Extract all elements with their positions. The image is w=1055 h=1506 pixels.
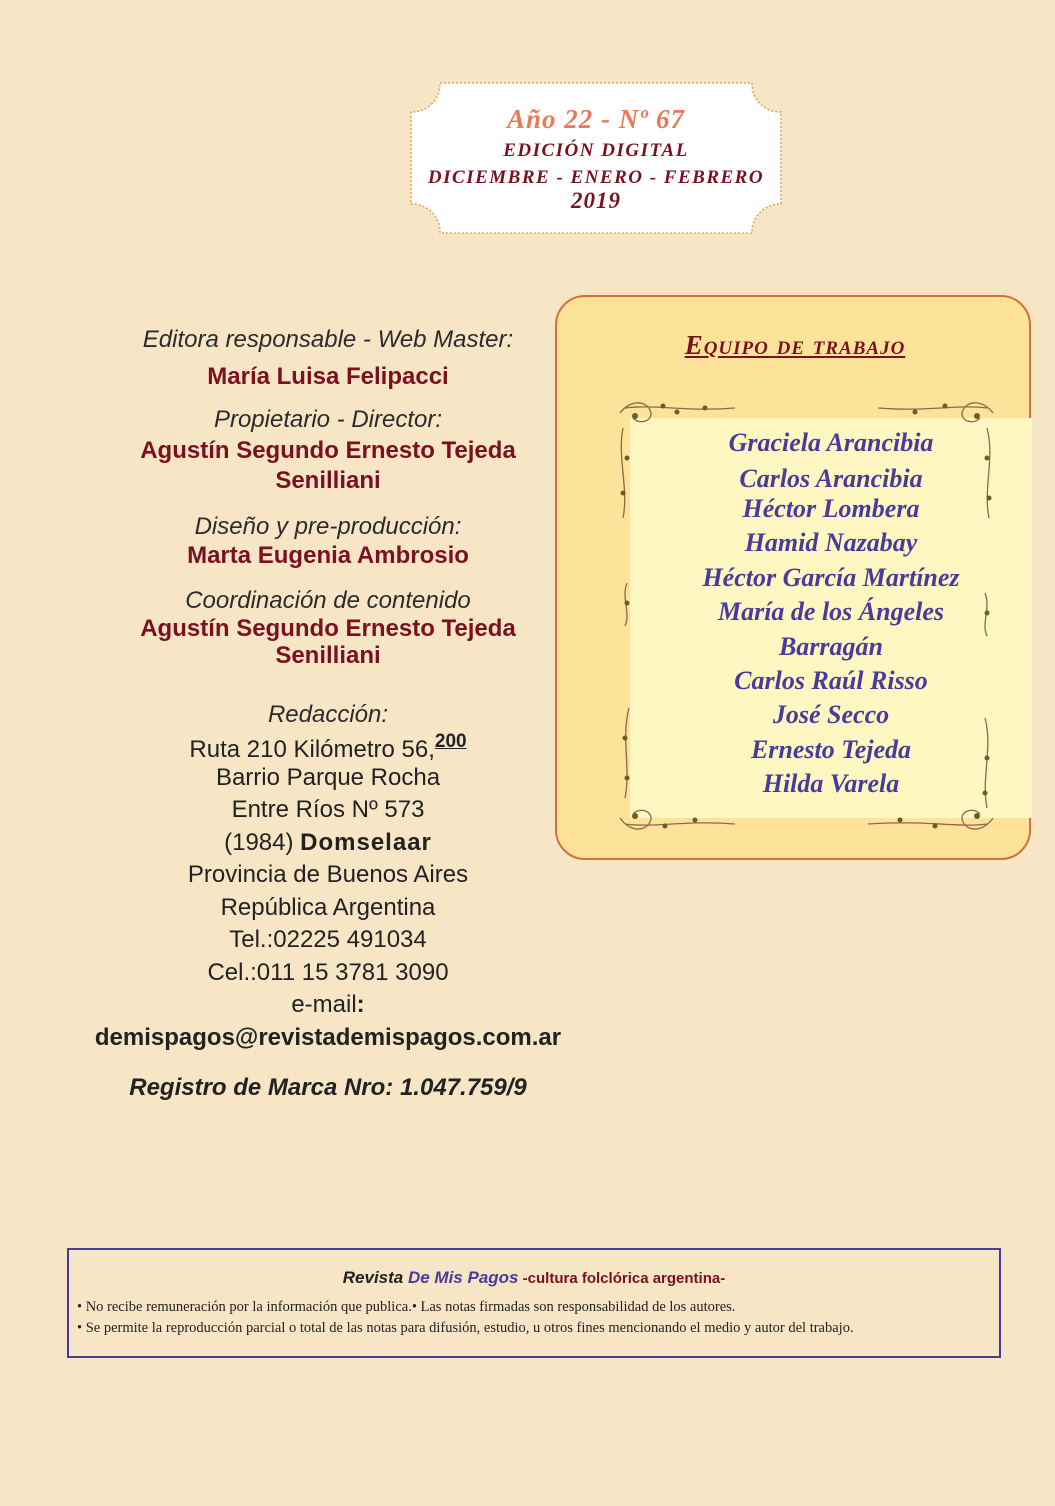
cell-number: Cel.:011 15 3781 3090	[207, 959, 449, 986]
team-member: Héctor Lombera	[742, 494, 920, 523]
trademark-registration: Registro de Marca Nro: 1.047.759/9	[129, 1074, 527, 1101]
owner-name-2: Senilliani	[275, 467, 381, 494]
address-line-2: Barrio Parque Rocha	[215, 764, 441, 791]
footer-title	[69, 1268, 999, 1288]
coord-name-1: Agustín Segundo Ernesto Tejeda	[140, 615, 516, 642]
team-member: Carlos Raúl Risso	[734, 666, 928, 695]
footer-tagline: -cultura folclórica argentina-	[518, 1270, 726, 1287]
city-name: Domselaar	[300, 829, 432, 856]
design-role: Diseño y pre-producción:	[194, 513, 462, 540]
address-line-1	[60, 731, 596, 764]
team-member: Hamid Nazabay	[744, 528, 918, 557]
editor-name: María Luisa Felipacci	[207, 363, 449, 390]
email-link[interactable]: demispagos@revistademispagos.com.ar	[94, 1024, 562, 1051]
address-line-3: Entre Ríos Nº 573	[231, 796, 425, 823]
disclaimer-line-1: • No recibe remuneración por la información que publica.• Las notas firmadas son responsabilidad de los autores.	[77, 1299, 736, 1315]
address-street: Ruta 210 Kilómetro 56,	[189, 736, 435, 763]
footer-brand: De Mis Pagos	[407, 1268, 519, 1287]
team-member: Barragán	[778, 632, 884, 661]
team-member: Carlos Arancibia	[739, 464, 923, 493]
edition-months: DICIEMBRE - ENERO - FEBRERO	[427, 167, 765, 188]
address-line-5: Provincia de Buenos Aires	[187, 861, 469, 888]
team-member: Graciela Arancibia	[728, 428, 934, 457]
team-member: José Secco	[772, 700, 890, 729]
team-member: Héctor García Martínez	[702, 563, 960, 592]
owner-role: Propietario - Director:	[213, 406, 443, 433]
team-member: María de los Ángeles	[717, 597, 945, 626]
team-member: Ernesto Tejeda	[750, 735, 912, 764]
email-label-colon: :	[356, 991, 365, 1018]
edition-year: 2019	[571, 188, 621, 213]
redaction-role: Redacción:	[267, 701, 389, 728]
team-member: Hilda Varela	[762, 769, 900, 798]
edition-type: EDICIÓN DIGITAL	[503, 140, 689, 161]
email-label-text: e-mail	[291, 991, 357, 1018]
footer-prefix: Revista	[342, 1268, 408, 1287]
email-label	[60, 991, 596, 1019]
address-line-6: República Argentina	[220, 894, 436, 921]
disclaimer-line-2: • Se permite la reproducción parcial o total de las notas para difusión, estudio, u otros fines mencionando el medio y autor del trabajo.	[77, 1320, 854, 1336]
owner-name-1: Agustín Segundo Ernesto Tejeda	[140, 437, 516, 464]
editor-role: Editora responsable - Web Master:	[142, 326, 514, 353]
coord-name-2: Senilliani	[275, 642, 381, 669]
address-superscript: 200	[434, 731, 467, 752]
footer-disclaimer	[67, 1248, 1001, 1358]
edition-label	[410, 82, 782, 234]
phone-number: Tel.:02225 491034	[229, 926, 427, 953]
team-title: Equipo de trabajo	[684, 330, 906, 360]
coord-role: Coordinación de contenido	[185, 587, 471, 614]
issue-title: Año 22 - Nº 67	[506, 104, 686, 134]
postal-code: (1984)	[224, 829, 301, 856]
address-line-4	[60, 829, 596, 857]
design-name: Marta Eugenia Ambrosio	[187, 542, 469, 569]
